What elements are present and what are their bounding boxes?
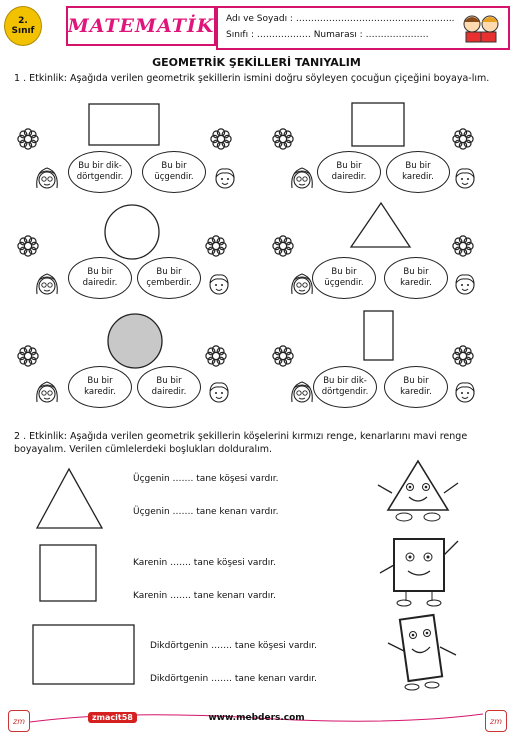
- fill-in-sentence[interactable]: Üçgenin ……. tane köşesi vardır.: [133, 474, 279, 484]
- cartoon-rectangle-icon: [388, 615, 456, 690]
- fill-in-sentence[interactable]: Üçgenin ……. tane kenarı vardır.: [133, 507, 279, 517]
- speech-bubble: Bu bir dik-dörtgendir.: [68, 151, 132, 193]
- flower-icon[interactable]: [17, 235, 39, 257]
- fill-in-sentence[interactable]: Karenin ……. tane kenarı vardır.: [133, 591, 276, 601]
- website-link[interactable]: www.mebders.com: [208, 713, 305, 723]
- boy-face-icon: [206, 270, 232, 298]
- flower-icon[interactable]: [272, 128, 294, 150]
- grade-label: Sınıf: [11, 26, 35, 36]
- girl-face-icon: [289, 378, 315, 406]
- grade-number: 2.: [18, 16, 28, 26]
- speech-bubble: Bu bir üçgendir.: [312, 257, 376, 299]
- speech-bubble: Bu bir üçgendir.: [142, 151, 206, 193]
- activity1-instruction: 1 . Etkinlik: Aşağıda verilen geometrik şekillerin ismini doğru söyleyen çocuğun çiçeğini boyaya-lım.: [14, 73, 490, 84]
- cartoon-square-icon: [380, 539, 458, 606]
- fill-in-sentence[interactable]: Karenin ……. tane köşesi vardır.: [133, 558, 276, 568]
- logo-right: zm: [485, 710, 507, 732]
- flower-icon[interactable]: [452, 128, 474, 150]
- flower-icon[interactable]: [452, 345, 474, 367]
- square-shape: [40, 545, 96, 601]
- girl-face-icon: [34, 378, 60, 406]
- flower-icon[interactable]: [17, 345, 39, 367]
- speech-bubble: Bu bir dik-dörtgendir.: [313, 366, 377, 408]
- class-number-field[interactable]: Sınıfı : ……………… Numarası : …………………: [226, 30, 429, 40]
- triangle-shape: [37, 469, 102, 528]
- speech-bubble: Bu bir karedir.: [384, 366, 448, 408]
- tall-rectangle-shape: [364, 311, 393, 360]
- speech-bubble: Bu bir dairedir.: [317, 151, 381, 193]
- square-shape: [352, 103, 404, 146]
- name-field[interactable]: Adı ve Soyadı : ……………………………………………..: [226, 14, 455, 24]
- speech-bubble: Bu bir dairedir.: [68, 257, 132, 299]
- page-title: GEOMETRİK ŞEKİLLERİ TANIYALIM: [152, 56, 361, 69]
- fill-in-sentence[interactable]: Dikdörtgenin ……. tane köşesi vardır.: [150, 641, 317, 651]
- rectangle-shape: [33, 625, 134, 684]
- author-badge: zmacit58: [88, 712, 137, 723]
- speech-bubble: Bu bir karedir.: [384, 257, 448, 299]
- fill-in-sentence[interactable]: Dikdörtgenin ……. tane kenarı vardır.: [150, 674, 318, 684]
- speech-bubble: Bu bir karedir.: [386, 151, 450, 193]
- flower-icon[interactable]: [205, 235, 227, 257]
- cartoon-triangle-icon: [378, 461, 458, 521]
- filled-circle-shape: [108, 314, 162, 368]
- activity2-instruction: 2 . Etkinlik: Aşağıda verilen geometrik şekillerin köşelerini kırmızı renge, kenarlarını mavi renge boyayalım. Verilen cümlelerdeki boşlukları dolduralım.: [14, 431, 468, 455]
- flower-icon[interactable]: [210, 128, 232, 150]
- flower-icon[interactable]: [272, 235, 294, 257]
- flower-icon[interactable]: [452, 235, 474, 257]
- girl-face-icon: [34, 270, 60, 298]
- girl-face-icon: [34, 164, 60, 192]
- subject-title: MATEMATİK: [67, 15, 215, 37]
- girl-face-icon: [289, 164, 315, 192]
- logo-left: zm: [8, 710, 30, 732]
- rectangle-shape: [89, 104, 159, 145]
- girl-face-icon: [289, 270, 315, 298]
- activity2-shapes: [0, 455, 513, 705]
- boy-face-icon: [452, 270, 478, 298]
- flower-icon[interactable]: [17, 128, 39, 150]
- speech-bubble: Bu bir karedir.: [68, 366, 132, 408]
- boy-face-icon: [206, 378, 232, 406]
- boy-face-icon: [452, 164, 478, 192]
- boy-face-icon: [452, 378, 478, 406]
- triangle-shape: [351, 203, 410, 247]
- circle-outline-shape: [105, 205, 159, 259]
- boy-face-icon: [212, 164, 238, 192]
- flower-icon[interactable]: [205, 345, 227, 367]
- speech-bubble: Bu bir dairedir.: [137, 366, 201, 408]
- flower-icon[interactable]: [272, 345, 294, 367]
- speech-bubble: Bu bir çemberdir.: [137, 257, 201, 299]
